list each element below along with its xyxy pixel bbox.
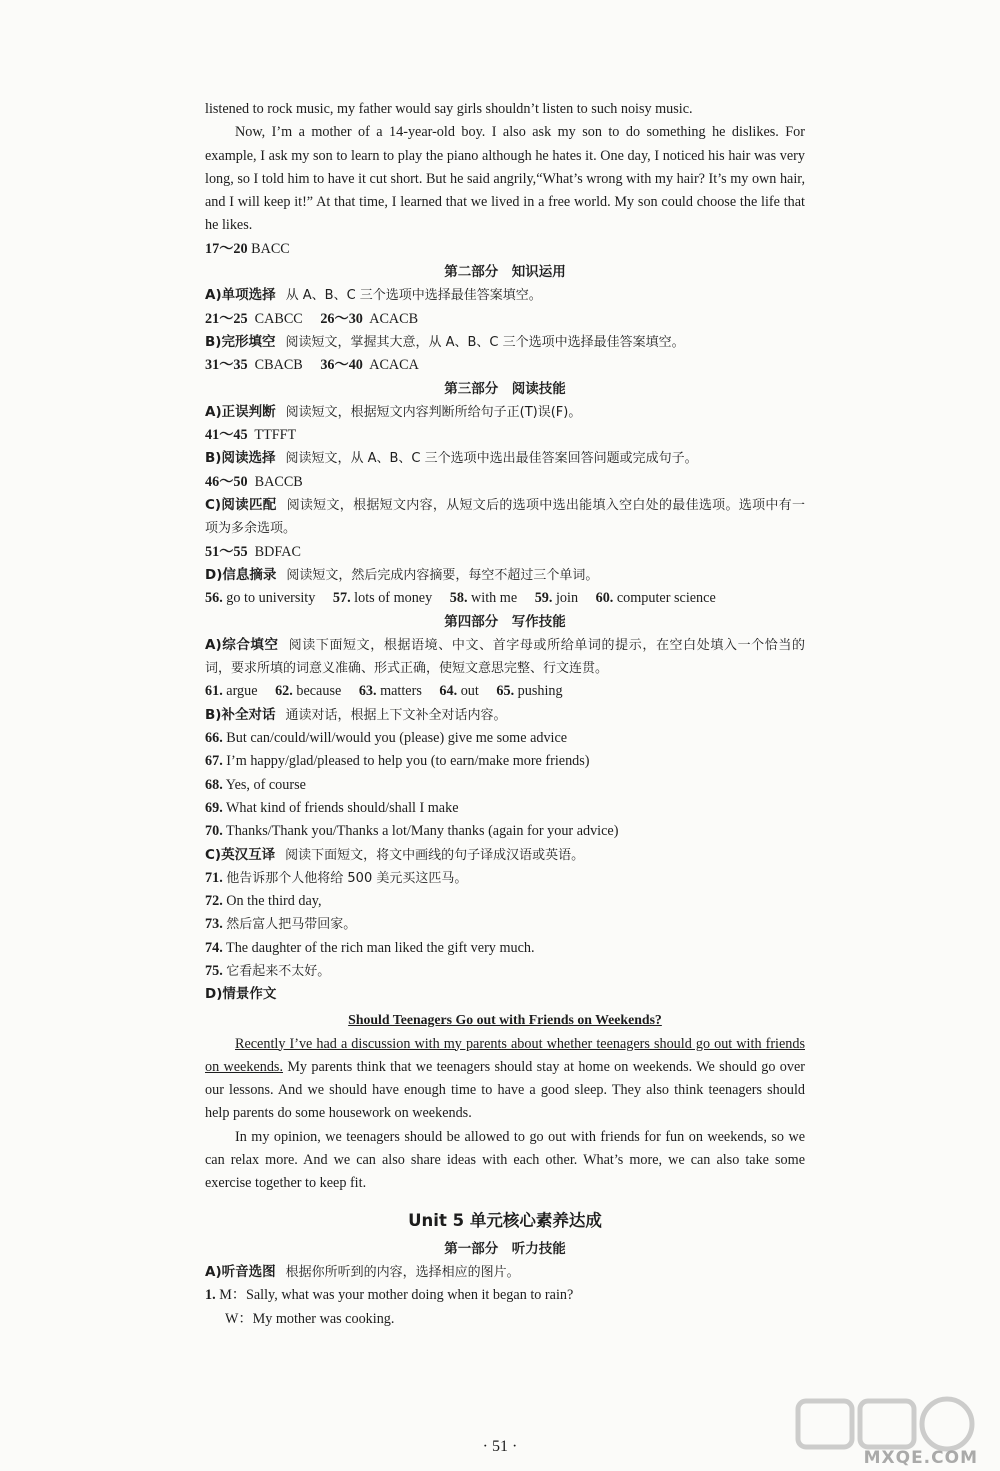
answer-number: 56. bbox=[205, 590, 223, 607]
answer-number: 41～45 bbox=[205, 427, 248, 444]
answer-number: 26～30 bbox=[320, 310, 363, 327]
answer-value: with me bbox=[471, 590, 518, 607]
instruction: 从 A、B、C 三个选项中选择最佳答案填空。 bbox=[285, 288, 542, 304]
dialogue-line bbox=[205, 1284, 805, 1307]
page-number: · 51 · bbox=[482, 1438, 518, 1455]
text-line: listened to rock music, my father would say girls shouldn’t listen to such noisy music. bbox=[205, 101, 693, 117]
answer-line bbox=[205, 587, 805, 610]
instruction: 阅读短文，然后完成内容摘要，每空不超过三个单词。 bbox=[286, 567, 599, 583]
paragraph: Now, I’m a mother of a 14-year-old boy. I also ask my son to do something he dislikes. For example, I ask my son to learn to play the piano although he hates it. One day, I noticed his hair was very long, so I told him to have it cut short. But he said angrily,“What’s wrong with my hair? It’s my own hair, and I will keep it!” At that time, I learned that we lived in a free world. My son could choose the life that he likes. bbox=[205, 124, 805, 234]
answer-number: 72. bbox=[205, 893, 223, 910]
instruction: 根据你所听到的内容，选择相应的图片。 bbox=[285, 1264, 520, 1280]
answer-line bbox=[205, 890, 805, 913]
answer-value: But can/could/will/would you (please) give me some advice bbox=[226, 730, 568, 747]
section-title: 第三部分 阅读技能 bbox=[444, 380, 566, 397]
instruction: 通读对话，根据上下文补全对话内容。 bbox=[285, 707, 507, 723]
instruction: 阅读短文，掌握其大意，从 A、B、C 三个选项中选择最佳答案填空。 bbox=[285, 334, 685, 350]
answer-line bbox=[205, 867, 805, 890]
answer-value: CABCC bbox=[254, 310, 303, 327]
essay-title: Should Teenagers Go out with Friends on Weekends? bbox=[348, 1011, 662, 1027]
answer-number: 74. bbox=[205, 939, 223, 956]
answer-number: 46～50 bbox=[205, 473, 248, 490]
answer-number: 51～55 bbox=[205, 543, 248, 560]
answer-value: 他告诉那个人他将给 500 美元买这匹马。 bbox=[226, 870, 468, 886]
section-label: C)英汉互译 bbox=[205, 846, 276, 863]
section-label: A)综合填空 bbox=[205, 636, 279, 653]
instruction-line bbox=[205, 704, 805, 727]
answer-line bbox=[205, 354, 805, 377]
answer-line bbox=[205, 797, 805, 820]
answer-value: 它看起来不太好。 bbox=[226, 963, 331, 979]
answer-line bbox=[205, 308, 805, 331]
answer-number: 66. bbox=[205, 730, 223, 747]
instruction-line bbox=[205, 983, 805, 1006]
answer-number: 58. bbox=[449, 590, 468, 607]
answer-value: BDFAC bbox=[254, 543, 301, 560]
answer-value: Yes, of course bbox=[225, 776, 306, 793]
instruction-line bbox=[205, 564, 805, 587]
instruction: 阅读下面短文，根据语境、中文、首字母或所给单词的提示，在空白处填入一个恰当的词，要求所填的词意义准确、形式正确，使短文意思完整、行文连贯。 bbox=[205, 637, 805, 677]
answer-number: 69. bbox=[205, 799, 223, 816]
essay-paragraph bbox=[205, 1033, 805, 1126]
section-title: 第一部分 听力技能 bbox=[444, 1240, 566, 1257]
answer-value: argue bbox=[226, 683, 258, 700]
section-label: A)单项选择 bbox=[205, 287, 276, 304]
question-number: 1. bbox=[205, 1287, 216, 1304]
instruction-line bbox=[205, 1261, 805, 1284]
page-content bbox=[205, 98, 805, 1331]
answer-number: 31～35 bbox=[205, 357, 248, 374]
instruction: 阅读下面短文，将文中画线的句子译成汉语或英语。 bbox=[285, 847, 585, 863]
answer-number: 70. bbox=[205, 823, 223, 840]
answer-line bbox=[205, 913, 805, 936]
answer-number: 68. bbox=[205, 776, 223, 793]
answer-line bbox=[205, 820, 805, 843]
answer-number: 61. bbox=[205, 683, 223, 700]
instruction-line bbox=[205, 494, 805, 541]
answer-value: out bbox=[460, 683, 479, 700]
answer-value: TTFFT bbox=[254, 427, 297, 444]
instruction-line bbox=[205, 844, 805, 867]
answer-number: 21～25 bbox=[205, 310, 248, 327]
dialogue-line: W：My mother was cooking. bbox=[225, 1310, 395, 1327]
answer-value: I’m happy/glad/pleased to help you (to earn/make more friends) bbox=[226, 753, 590, 770]
dialogue-text: M：Sally, what was your mother doing when it began to rain? bbox=[219, 1287, 574, 1304]
answer-value: 然后富人把马带回家。 bbox=[226, 917, 357, 933]
answer-number: 62. bbox=[275, 683, 293, 700]
answer-line bbox=[205, 238, 805, 261]
answer-number: 63. bbox=[358, 683, 377, 700]
answer-value: lots of money bbox=[354, 590, 433, 607]
answer-value: CBACB bbox=[254, 357, 303, 374]
answer-value: On the third day, bbox=[226, 893, 322, 910]
answer-value: join bbox=[555, 590, 579, 607]
instruction-line bbox=[205, 447, 805, 470]
answer-value: computer science bbox=[616, 590, 716, 607]
answer-number: 67. bbox=[205, 753, 223, 770]
answer-number: 64. bbox=[439, 683, 458, 700]
answer-number: 59. bbox=[534, 590, 553, 607]
answer-value: What kind of friends should/shall I make bbox=[226, 799, 459, 816]
answer-value: BACCB bbox=[254, 473, 303, 490]
section-label: B)阅读选择 bbox=[205, 450, 276, 467]
answer-value: go to university bbox=[226, 590, 316, 607]
answer-number: 73. bbox=[205, 916, 223, 933]
answer-value: Thanks/Thank you/Thanks a lot/Many thanks (again for your advice) bbox=[226, 823, 619, 840]
section-title: 第四部分 写作技能 bbox=[444, 613, 566, 630]
section-title: 第二部分 知识运用 bbox=[444, 264, 566, 281]
answer-line bbox=[205, 774, 805, 797]
answer-line bbox=[205, 680, 805, 703]
instruction: 阅读短文，从 A、B、C 三个选项中选出最佳答案回答问题或完成句子。 bbox=[285, 451, 698, 467]
answer-value: BACC bbox=[251, 240, 290, 257]
answer-value: The daughter of the rich man liked the gift very much. bbox=[226, 939, 535, 956]
underlined-sentence: Recently I’ve had a discussion with my parents about whether teenagers should go out with friends on weekends. bbox=[205, 1035, 805, 1075]
answer-number: 17～20 bbox=[205, 240, 248, 257]
answer-line bbox=[205, 424, 805, 447]
answer-value: ACACA bbox=[369, 357, 419, 374]
answer-number: 36～40 bbox=[320, 357, 363, 374]
section-label: D)信息摘录 bbox=[205, 566, 277, 583]
answer-value: ACACB bbox=[369, 310, 419, 327]
watermark-text: MXQE.COM bbox=[863, 1448, 978, 1468]
instruction-line bbox=[205, 284, 805, 307]
answer-value: pushing bbox=[517, 683, 563, 700]
instruction-line bbox=[205, 401, 805, 424]
section-label: B)完形填空 bbox=[205, 333, 276, 350]
section-label: C)阅读匹配 bbox=[205, 497, 277, 514]
instruction: 阅读短文，根据短文内容，从短文后的选项中选出能填入空白处的最佳选项。选项中有一项为多余选项。 bbox=[205, 498, 805, 537]
answer-line bbox=[205, 960, 805, 983]
section-label: B)补全对话 bbox=[205, 706, 276, 723]
answer-line bbox=[205, 471, 805, 494]
instruction-line bbox=[205, 634, 805, 681]
answer-value: matters bbox=[380, 683, 422, 700]
answer-line bbox=[205, 727, 805, 750]
answer-number: 65. bbox=[496, 683, 515, 700]
answer-number: 71. bbox=[205, 869, 223, 886]
section-label: A)正误判断 bbox=[205, 403, 276, 420]
unit-title: Unit 5 单元核心素养达成 bbox=[408, 1210, 602, 1230]
answer-line bbox=[205, 541, 805, 564]
answer-number: 57. bbox=[332, 590, 351, 607]
instruction-line bbox=[205, 331, 805, 354]
section-label: D)情景作文 bbox=[205, 986, 277, 1003]
answer-value: because bbox=[296, 683, 342, 700]
instruction: 阅读短文，根据短文内容判断所给句子正(T)误(F)。 bbox=[285, 404, 582, 420]
answer-number: 60. bbox=[595, 590, 614, 607]
section-label: A)听音选图 bbox=[205, 1263, 276, 1280]
essay-text: My parents think that we teenagers should stay at home on weekends. We should go over our lessons. And we should have enough time to have a good sleep. They also think teenagers should help parents do some housework on weekends. bbox=[205, 1058, 805, 1122]
essay-paragraph: In my opinion, we teenagers should be allowed to go out with friends for fun on weekends, so we can relax more. And we can also share ideas with each other. What’s more, we can also take some exercise together to keep fit. bbox=[205, 1128, 805, 1192]
answer-number: 75. bbox=[205, 962, 223, 979]
answer-line bbox=[205, 937, 805, 960]
answer-line bbox=[205, 750, 805, 773]
